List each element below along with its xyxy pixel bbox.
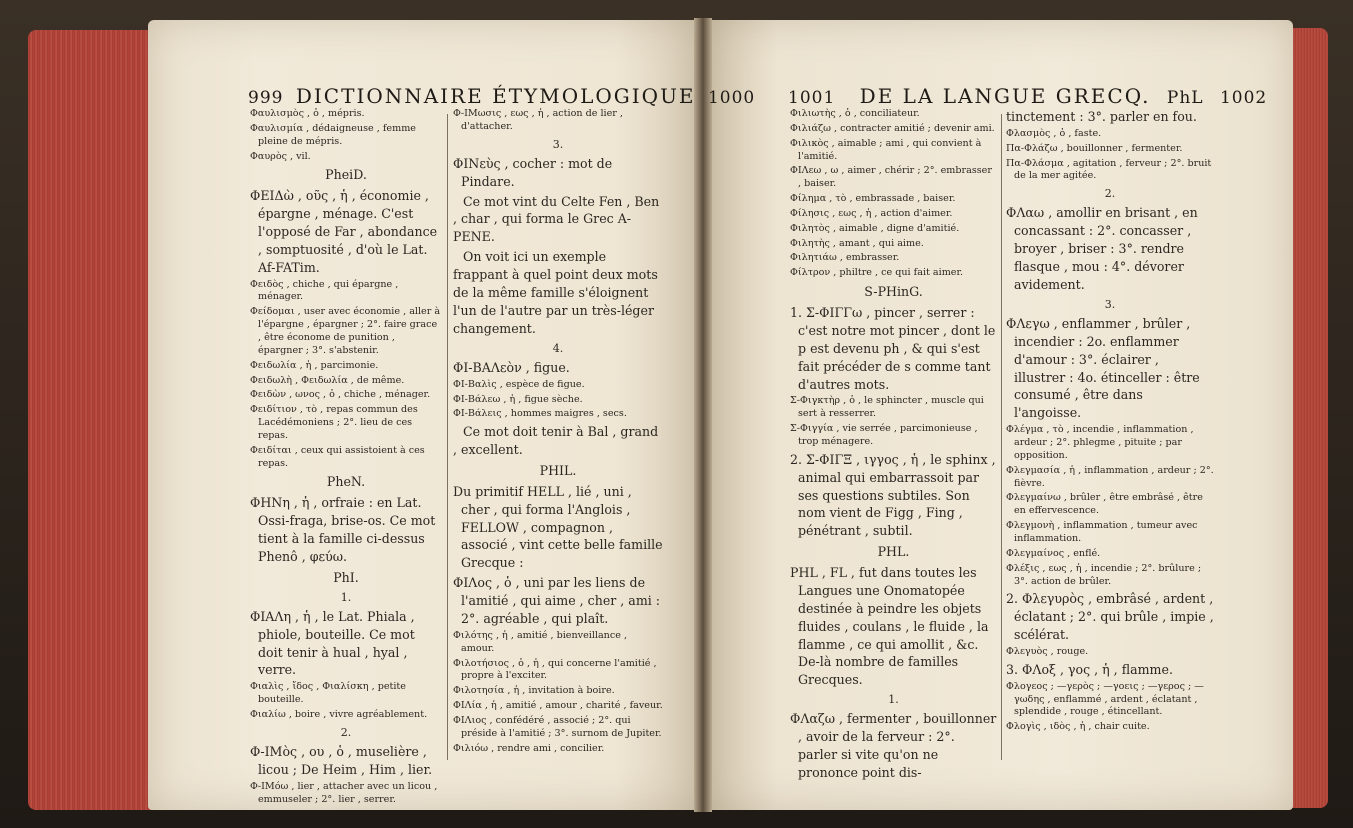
dictionary-entry: Φιλητὸς , aimable , digne d'amitié.: [790, 222, 960, 234]
dictionary-entry: ΦΙΛιος , confédéré , associé ; 2°. qui préside à l'amitié ; 3°. surnom de Jupiter.: [453, 714, 662, 739]
dictionary-entry: Φλογὶς , ιδὸς , ἡ , chair cuite.: [1006, 721, 1150, 733]
left-column-rule: [447, 114, 448, 760]
dictionary-entry: Σ-Φιγγία , vie serrée , parcimonieuse , trop ménagere.: [790, 423, 978, 447]
dictionary-entry: PHIL.: [539, 462, 577, 478]
dictionary-entry: Φαυλισμὸς , ὁ , mépris.: [250, 108, 365, 119]
dictionary-entry: S-PHinG.: [864, 284, 923, 300]
dictionary-entry: Φειδωλὴ , Φειδωλία , de même.: [250, 374, 405, 386]
dictionary-entry: 3. ΦΛοξ , γος , ἡ , flamme.: [1006, 661, 1173, 677]
left-column-2: [453, 108, 663, 757]
dictionary-entry: Φλεγμονὴ , inflammation , tumeur avec inflammation.: [1006, 520, 1198, 544]
dictionary-entry: PHL.: [877, 544, 910, 560]
right-page-number-a: 1001: [788, 88, 836, 108]
dictionary-entry: 4.: [552, 341, 564, 355]
dictionary-entry: ΦΙ-Βάλεις , hommes maigres , secs.: [453, 408, 627, 420]
dictionary-entry: 2.: [1104, 187, 1116, 201]
dictionary-entry: Πα-Φλάσμα , agitation , ferveur ; 2°. bruit de la mer agitée.: [1006, 157, 1212, 182]
dictionary-entry: Φαυρὸς , vil.: [250, 150, 311, 162]
left-running-head: [248, 84, 756, 108]
dictionary-entry: Φιαλὶς , ἴδος , Φιαλίσκη , petite bouteille.: [250, 681, 406, 706]
dictionary-entry: Φ-ΙΜὸς , ου , ὁ , muselière , licou ; De Heim , Him , lier.: [250, 744, 433, 777]
left-page-number-a: 999: [248, 88, 284, 108]
left-column-1: [250, 108, 442, 809]
dictionary-entry: On voit ici un exemple frappant à quel point deux mots de la même famille s'éloignent l'un de l'autre par un très-léger changement.: [453, 249, 658, 336]
dictionary-entry: ΦΙ-Βάλεω , ἡ , figue sèche.: [453, 393, 583, 405]
right-column-1: [790, 108, 997, 784]
right-page-number-b: 1002: [1219, 88, 1268, 108]
dictionary-entry: Φιλοτησία , ἡ , invitation à boire.: [453, 685, 615, 697]
dictionary-entry: ΦΙΛος , ὁ , uni par les liens de l'amitié , qui aime , cher , ami : 2°. agréable , qui plaît.: [453, 575, 661, 626]
dictionary-entry: Φιλιάζω , contracter amitié ; devenir ami.: [790, 122, 995, 134]
dictionary-entry: 1. Σ-ΦΙΓΓω , pincer , serrer : c'est notre mot pincer , dont le p est devenu ph , & qui s'est fait précéder de s comme tant d'autres mots.: [790, 305, 996, 392]
dictionary-entry: PheN.: [326, 474, 366, 490]
dictionary-entry: Φίλτρον , philtre , ce qui fait aimer.: [790, 267, 964, 279]
dictionary-entry: Du primitif HELL , lié , uni , cher , qui forma l'Anglois , FELLOW , compagnon , associé , vint cette belle famille Grecque :: [453, 483, 663, 571]
dictionary-entry: Φιλητὴς , amant , qui aime.: [790, 237, 924, 249]
dictionary-entry: 3.: [552, 137, 564, 151]
dictionary-entry: Φειδίται , ceux qui assistoient à ces repas.: [250, 444, 425, 469]
dictionary-entry: ΦΙΑΛη , ἡ , le Lat. Phiala , phiole, bouteille. Ce mot doit tenir à hual , hyal , verre.: [250, 608, 415, 678]
dictionary-entry: ΦΛεγω , enflammer , brûler , incendier : 2o. enflammer d'amour : 3°. éclairer , illustrer : 4o. étinceller : être consumé , être dans l'angoisse.: [1006, 315, 1200, 421]
dictionary-entry: Φειδὼν , ωνος , ὁ , chiche , ménager.: [250, 389, 431, 401]
dictionary-entry: 2.: [340, 725, 352, 739]
dictionary-entry: Ce mot vint du Celte Fen , Ben , char , qui forma le Grec A-PENE.: [453, 193, 660, 245]
dictionary-entry: Φλασμὸς , ὁ , faste.: [1006, 127, 1102, 139]
dictionary-entry: PhI.: [333, 569, 359, 585]
dictionary-entry: Φειδὸς , chiche , qui épargne , ménager.: [250, 278, 399, 303]
dictionary-entry: 1.: [340, 590, 352, 604]
dictionary-entry: Φιλικὸς , aimable ; ami , qui convient à l'amitié.: [790, 137, 982, 162]
dictionary-entry: tinctement : 3°. parler en fou.: [1006, 109, 1197, 124]
right-column-2: [1006, 108, 1214, 736]
dictionary-entry: Φλέγμα , τὸ , incendie , inflammation , ardeur ; 2°. phlegme , pituite ; par opposition.: [1006, 424, 1194, 461]
dictionary-entry: 3.: [1104, 297, 1116, 311]
dictionary-entry: Φλεγυὸς , rouge.: [1006, 645, 1089, 657]
dictionary-entry: Φίλησις , εως , ἡ , action d'aimer.: [790, 207, 953, 219]
left-page-number-b: 1000: [707, 88, 756, 108]
dictionary-entry: ΦΛαζω , fermenter , bouillonner , avoir de la ferveur : 2°. parler si vite qu'on ne prononce point dis-: [790, 711, 997, 780]
dictionary-entry: 2. Φλεγυρὸς , embrâsé , ardent , éclatant ; 2°. qui brûle , impie , scélérat.: [1006, 591, 1214, 643]
dictionary-entry: Φ-ΙΜόω , lier , attacher avec un licou , emmuseler ; 2°. lier , serrer.: [250, 780, 438, 805]
book-edge-right: [1288, 28, 1328, 808]
dictionary-entry: 2. Σ-ΦΙΓΞ , ιγγος , ἡ , le sphinx , animal qui embarrassoit par ses questions subtiles. Son nom vient de Figg , Fing , pénétrant , subtil.: [790, 451, 996, 539]
dictionary-entry: Φιλότης , ἡ , amitié , bienveillance , amour.: [453, 629, 628, 654]
right-section-letters: PhL: [1166, 88, 1204, 108]
dictionary-entry: Πα-Φλάζω , bouillonner , fermenter.: [1006, 142, 1183, 154]
dictionary-entry: PHL , FL , fut dans toutes les Langues une Onomatopée destinée à peindre les objets fluides , coulans , le fluide , la flamme , ce qui amollit , &c. De-là nombre de familles Grecques.: [790, 565, 989, 688]
dictionary-entry: ΦΙ-Βαλὶς , espèce de figue.: [453, 378, 585, 390]
left-running-title: DICTIONNAIRE ÉTYMOLOGIQUE: [295, 84, 696, 108]
dictionary-entry: ΦΙΛία , ἡ , amitié , amour , charité , faveur.: [453, 700, 663, 712]
dictionary-entry: Φιαλίω , boire , vivre agréablement.: [250, 709, 428, 721]
book-edge-left: [28, 30, 158, 810]
dictionary-entry: Φ-ΙΜωσις , εως , ἡ , action de lier , d'attacher.: [453, 108, 623, 132]
dictionary-entry: Ce mot doit tenir à Bal , grand , excellent.: [453, 424, 659, 458]
dictionary-entry: ΦΙ-ΒΑΛεὸν , figue.: [453, 359, 570, 375]
dictionary-entry: Φλεγμασία , ἡ , inflammation , ardeur ; 2°. fièvre.: [1006, 464, 1214, 489]
dictionary-entry: Σ-Φιγκτὴρ , ὁ , le sphincter , muscle qui sert à resserrer.: [790, 395, 984, 420]
dictionary-entry: Φλεγμαίνος , enflé.: [1006, 547, 1101, 559]
dictionary-entry: Φιλιωτὴς , ὁ , conciliateur.: [790, 108, 920, 119]
dictionary-entry: Φιλοτήσιος , ὁ , ἡ , qui concerne l'amitié , propre à l'exciter.: [453, 657, 657, 682]
dictionary-entry: Φαυλισμία , dédaigneuse , femme pleine de mépris.: [250, 122, 416, 147]
right-running-title: DE LA LANGUE GRECQ.: [859, 84, 1151, 108]
dictionary-entry: Φιλιόω , rendre ami , concilier.: [453, 742, 605, 754]
dictionary-entry: Φειδίτιον , τὸ , repas commun des Lacédémoniens ; 2°. lieu de ces repas.: [250, 404, 418, 441]
dictionary-entry: Φλεγμαίνω , brûler , être embrâsé , être en effervescence.: [1006, 492, 1203, 517]
dictionary-entry: ΦΙΝεὺς , cocher : mot de Pindare.: [453, 155, 613, 189]
dictionary-entry: 1.: [888, 693, 899, 707]
dictionary-entry: ΦΙΛεω , ω , aimer , chérir ; 2°. embrasser , baiser.: [790, 165, 992, 190]
dictionary-entry: ΦΗΝη , ἡ , orfraie : en Lat. Ossi-fraga, brise-os. Ce mot tient à la famille ci-dessus Phenô , φεύω.: [250, 495, 436, 564]
book-gutter: [694, 18, 712, 812]
dictionary-entry: ΦΛαω , amollir en brisant , en concassant : 2°. concasser , broyer , briser : 3°. rendre flasque , mou : 4°. dévorer avidement.: [1006, 205, 1198, 292]
dictionary-entry: Φιλητιάω , embrasser.: [790, 252, 900, 264]
right-running-head: [788, 84, 1268, 108]
dictionary-entry: Φείδομαι , user avec économie , aller à l'épargne , épargner ; 2°. faire grace , être économe de punition , épargner ; 3°. s'abstenir.: [250, 306, 441, 356]
dictionary-entry: ΦΕΙΔὼ , οῦς , ἡ , économie , épargne , ménage. C'est l'opposé de Far , abondance , somptuosité , d'où le Lat. Af-FATim.: [250, 188, 438, 275]
dictionary-entry: Φλογεος ; —γερὸς ; —γοεις ; —γερος ; —γωδης , enflammé , ardent , éclatant , splendide , rouge , étincellant.: [1006, 680, 1204, 718]
dictionary-entry: Φίλημα , τὸ , embrassade , baiser.: [790, 193, 956, 205]
dictionary-entry: PheiD.: [325, 167, 367, 183]
dictionary-entry: Φειδωλία , ἡ , parcimonie.: [250, 359, 379, 371]
dictionary-entry: Φλέξις , εως , ἡ , incendie ; 2°. brûlure ; 3°. action de brûler.: [1006, 562, 1202, 587]
right-column-rule: [1001, 114, 1002, 760]
